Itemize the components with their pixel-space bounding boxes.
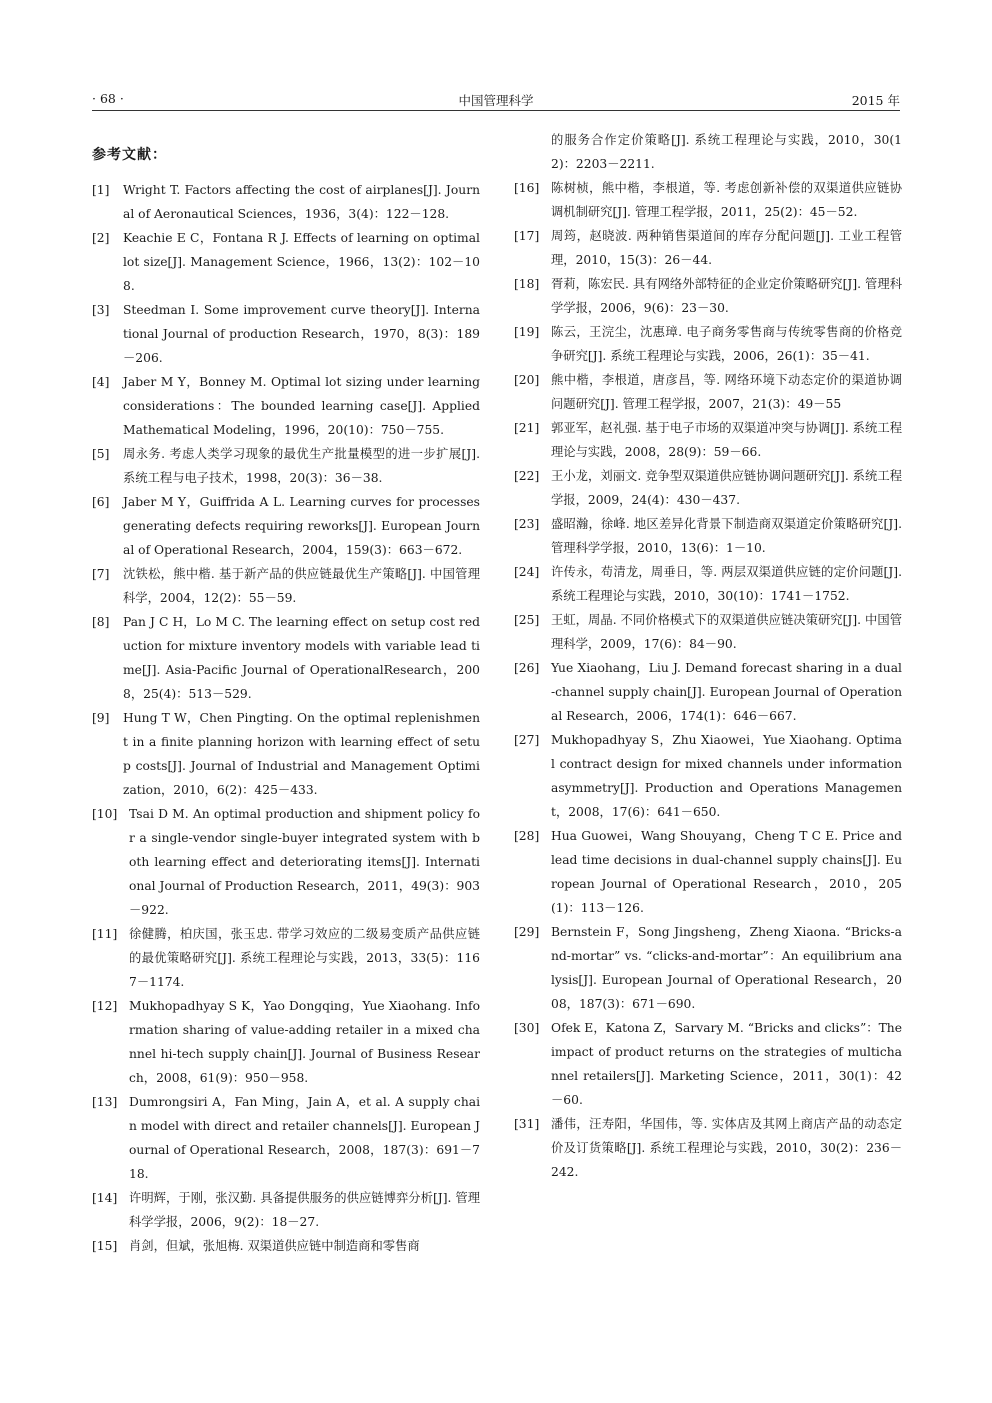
- reference-item: [92, 562, 480, 610]
- reference-text: 沈铁松，熊中楷. 基于新产品的供应链最优生产策略[J]. 中国管理科学，2004，12(2)：55－59.: [123, 567, 480, 605]
- reference-item: [92, 610, 480, 706]
- reference-number: [15]: [92, 1239, 118, 1253]
- reference-text: Jaber M Y，Guiffrida A L. Learning curves for processes generating defects requiring reworks[J]. European Journal of Operational Research，2004，159(3)：663－672.: [123, 495, 480, 557]
- reference-number: [25]: [514, 613, 540, 627]
- reference-item: [92, 1234, 480, 1258]
- reference-text: Mukhopadhyay S K，Yao Dongqing，Yue Xiaohang. Information sharing of value-adding retailer in a mixed channel hi-tech supply chain[J]. Journal of Business Research，2008，61(9)：950－958.: [129, 999, 480, 1085]
- reference-item: [514, 560, 902, 608]
- reference-item: [514, 1016, 902, 1112]
- reference-number: [12]: [92, 999, 118, 1013]
- reference-number: [19]: [514, 325, 540, 339]
- reference-number: [5]: [92, 447, 110, 461]
- reference-text: 盛昭瀚，徐峰. 地区差异化背景下制造商双渠道定价策略研究[J]. 管理科学学报，2010，13(6)：1－10.: [551, 517, 902, 555]
- reference-number: [3]: [92, 303, 110, 317]
- reference-number: [28]: [514, 829, 540, 843]
- reference-number: [11]: [92, 927, 118, 941]
- reference-item: [92, 298, 480, 370]
- references-heading: 参考文献：: [92, 147, 167, 163]
- reference-number: [31]: [514, 1117, 540, 1131]
- reference-item: [514, 656, 902, 728]
- reference-number: [22]: [514, 469, 540, 483]
- reference-item: [514, 920, 902, 1016]
- reference-text: Tsai D M. An optimal production and shipment policy for a single-vendor single-buyer integrated system with both learning effect and deteriorating items[J]. International Journal of Production Research，2011，49(3)：903－922.: [129, 807, 480, 917]
- reference-item: [514, 224, 902, 272]
- reference-text: 的服务合作定价策略[J]. 系统工程理论与实践，2010，30(12)：2203－2211.: [551, 133, 902, 171]
- reference-number: [2]: [92, 231, 110, 245]
- reference-number: [14]: [92, 1191, 118, 1205]
- reference-item: [92, 370, 480, 442]
- page-header: [92, 91, 900, 111]
- publication-year: 2015 年: [851, 93, 900, 108]
- reference-text: Ofek E，Katona Z，Sarvary M. “Bricks and clicks”：The impact of product returns on the strategies of multichannel retailers[J]. Marketing Science，2011，30(1)：42－60.: [551, 1021, 902, 1107]
- reference-item: [514, 128, 902, 176]
- reference-number: [20]: [514, 373, 540, 387]
- reference-number: [7]: [92, 567, 110, 581]
- journal-title: 中国管理科学: [458, 93, 534, 108]
- left-column: [92, 124, 480, 1258]
- reference-item: [92, 1090, 480, 1186]
- reference-number: [21]: [514, 421, 540, 435]
- right-reference-list: [514, 128, 902, 1184]
- reference-text: 王虹，周晶. 不同价格模式下的双渠道供应链决策研究[J]. 中国管理科学，2009，17(6)：84－90.: [551, 613, 902, 651]
- header-rule: [92, 110, 900, 111]
- reference-number: [30]: [514, 1021, 540, 1035]
- reference-text: 肖剑，但斌，张旭梅. 双渠道供应链中制造商和零售商: [129, 1239, 420, 1253]
- reference-item: [514, 824, 902, 920]
- reference-text: 徐健腾，柏庆国，张玉忠. 带学习效应的二级易变质产品供应链的最优策略研究[J]. 系统工程理论与实践，2013，33(5)：1167－1174.: [129, 927, 480, 989]
- reference-text: Steedman I. Some improvement curve theory[J]. International Journal of production Research，1970，8(3)：189－206.: [123, 303, 480, 365]
- reference-text: 胥莉，陈宏民. 具有网络外部特征的企业定价策略研究[J]. 管理科学学报，2006，9(6)：23－30.: [551, 277, 902, 315]
- reference-text: Yue Xiaohang，Liu J. Demand forecast sharing in a dual-channel supply chain[J]. European Journal of Operational Research，2006，174(1)：646－667.: [551, 661, 902, 723]
- reference-text: 王小龙，刘丽文. 竞争型双渠道供应链协调问题研究[J]. 系统工程学报，2009，24(4)：430－437.: [551, 469, 902, 507]
- reference-number: [24]: [514, 565, 540, 579]
- reference-item: [514, 1112, 902, 1184]
- reference-number: [10]: [92, 807, 118, 821]
- reference-number: [4]: [92, 375, 110, 389]
- reference-number: [27]: [514, 733, 540, 747]
- reference-number: [8]: [92, 615, 110, 629]
- reference-text: Dumrongsiri A，Fan Ming，Jain A，et al. A supply chain model with direct and retailer channels[J]. European Journal of Operational Research，2008，187(3)：691－718.: [129, 1095, 480, 1181]
- reference-number: [6]: [92, 495, 110, 509]
- right-column: [514, 124, 902, 1184]
- reference-item: [92, 226, 480, 298]
- reference-item: [92, 922, 480, 994]
- reference-text: 郭亚军，赵礼强. 基于电子市场的双渠道冲突与协调[J]. 系统工程理论与实践，2008，28(9)：59－66.: [551, 421, 902, 459]
- reference-number: [9]: [92, 711, 110, 725]
- reference-item: [92, 442, 480, 490]
- reference-text: Wright T. Factors affecting the cost of airplanes[J]. Journal of Aeronautical Sciences，1936，3(4)：122－128.: [123, 183, 480, 221]
- reference-text: Hua Guowei，Wang Shouyang，Cheng T C E. Price and lead time decisions in dual-channel supply chains[J]. European Journal of Operational Research，2010，205(1)：113－126.: [551, 829, 902, 915]
- reference-number: [16]: [514, 181, 540, 195]
- reference-item: [92, 802, 480, 922]
- reference-text: Hung T W，Chen Pingting. On the optimal replenishment in a finite planning horizon with learning effect of setup costs[J]. Journal of Industrial and Management Optimization，2010，6(2)：425－433.: [123, 711, 480, 797]
- reference-text: 陈树桢，熊中楷，李根道，等. 考虑创新补偿的双渠道供应链协调机制研究[J]. 管理工程学报，2011，25(2)：45－52.: [551, 181, 902, 219]
- reference-text: 陈云，王浣尘，沈惠璋. 电子商务零售商与传统零售商的价格竞争研究[J]. 系统工程理论与实践，2006，26(1)：35－41.: [551, 325, 902, 363]
- reference-number: [17]: [514, 229, 540, 243]
- reference-number: [18]: [514, 277, 540, 291]
- reference-item: [514, 464, 902, 512]
- reference-text: Bernstein F，Song Jingsheng，Zheng Xiaona. “Bricks-and-mortar” vs. “clicks-and-mortar”：An equilibrium analysis[J]. European Journal of Operational Research，2008，187(3)：671－690.: [551, 925, 902, 1011]
- reference-text: Pan J C H，Lo M C. The learning effect on setup cost reduction for mixture inventory models with variable lead time[J]. Asia-Pacific Journal of OperationalResearch，2008，25(4)：513－529.: [123, 615, 480, 701]
- reference-item: [514, 368, 902, 416]
- reference-item: [514, 176, 902, 224]
- reference-number: [23]: [514, 517, 540, 531]
- reference-item: [92, 178, 480, 226]
- reference-item: [514, 728, 902, 824]
- reference-text: 潘伟，汪寿阳，华国伟，等. 实体店及其网上商店产品的动态定价及订货策略[J]. 系统工程理论与实践，2010，30(2)：236－242.: [551, 1117, 902, 1179]
- reference-item: [514, 320, 902, 368]
- reference-text: 周永务. 考虑人类学习现象的最优生产批量模型的进一步扩展[J]. 系统工程与电子技术，1998，20(3)：36－38.: [123, 447, 480, 485]
- reference-number: [13]: [92, 1095, 118, 1109]
- reference-item: [92, 994, 480, 1090]
- reference-item: [92, 1186, 480, 1234]
- reference-number: [26]: [514, 661, 540, 675]
- reference-text: 熊中楷，李根道，唐彦昌，等. 网络环境下动态定价的渠道协调问题研究[J]. 管理工程学报，2007，21(3)：49－55: [551, 373, 902, 411]
- reference-text: Mukhopadhyay S，Zhu Xiaowei，Yue Xiaohang. Optimal contract design for mixed channels under information asymmetry[J]. Production and Operations Management，2008，17(6)：641－650.: [551, 733, 902, 819]
- left-reference-list: [92, 178, 480, 1258]
- reference-item: [514, 416, 902, 464]
- reference-item: [92, 490, 480, 562]
- reference-text: Keachie E C，Fontana R J. Effects of learning on optimal lot size[J]. Management Science，1966，13(2)：102－108.: [123, 231, 480, 293]
- page-number: · 68 ·: [92, 91, 124, 106]
- reference-text: Jaber M Y，Bonney M. Optimal lot sizing under learning considerations：The bounded learning case[J]. Applied Mathematical Modeling，1996，20(10)：750－755.: [123, 375, 480, 437]
- reference-text: 许传永，苟清龙，周垂日，等. 两层双渠道供应链的定价问题[J]. 系统工程理论与实践，2010，30(10)：1741－1752.: [551, 565, 902, 603]
- reference-number: [29]: [514, 925, 540, 939]
- reference-number: [1]: [92, 183, 110, 197]
- reference-item: [92, 706, 480, 802]
- reference-item: [514, 512, 902, 560]
- reference-text: 许明辉，于刚，张汉勤. 具备提供服务的供应链博弈分析[J]. 管理科学学报，2006，9(2)：18－27.: [129, 1191, 480, 1229]
- reference-item: [514, 608, 902, 656]
- reference-text: 周筠，赵晓波. 两种销售渠道间的库存分配问题[J]. 工业工程管理，2010，15(3)：26－44.: [551, 229, 902, 267]
- reference-item: [514, 272, 902, 320]
